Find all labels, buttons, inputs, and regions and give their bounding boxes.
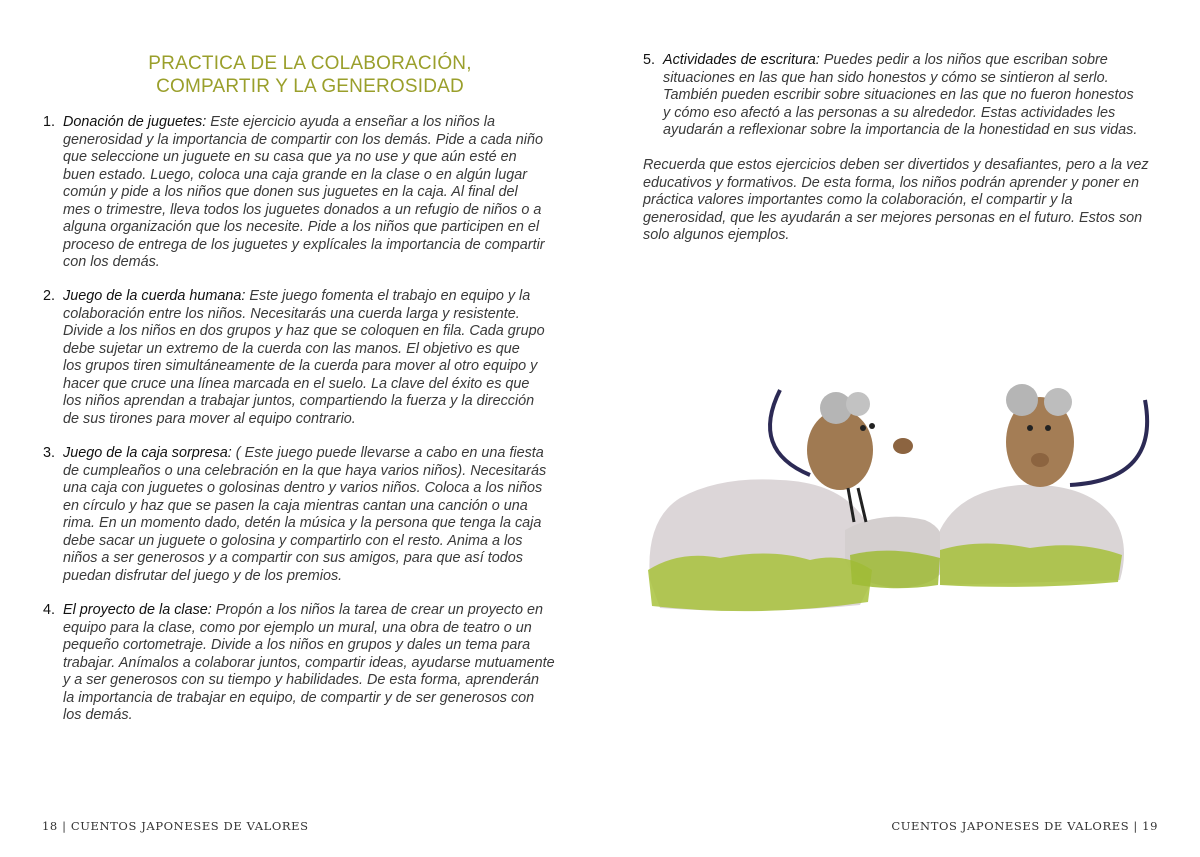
item-text: los grupos tiren simultáneamente de la cuerda para mover al otro equipo y <box>63 358 538 374</box>
item-text: la importancia de trabajar en equipo, de compartir y de ser generosos con <box>63 689 535 706</box>
mouse-right-ear <box>1006 384 1038 416</box>
moss-right <box>940 543 1122 586</box>
page-footer-left: 18 | CUENTOS JAPONESES DE VALORES <box>42 819 309 833</box>
item-text: y cómo eso afectó a las personas a su alrededor. Estas actividades les <box>663 104 1116 121</box>
item-heading: Juego de la cuerda humana: <box>63 288 246 304</box>
item-text: generosidad y la importancia de compartir con los demás. Pide a cada niño <box>63 131 543 148</box>
item-text: los demás. <box>63 707 133 723</box>
item-number: 3. <box>43 445 56 461</box>
tail-left <box>770 390 810 475</box>
item-first-line <box>663 52 1158 70</box>
item-text: de cumpleaños o una celebración en la que haya varios niños). Necesitarás <box>63 462 547 479</box>
item-text: Puedes pedir a los niños que escriban sobre <box>819 52 1108 68</box>
item-text: con los demás. <box>63 254 160 270</box>
item-heading: El proyecto de la clase: <box>63 602 212 618</box>
item-heading: Actividades de escritura: <box>663 52 820 68</box>
item-text: puedan disfrutar del juego y de los premios. <box>63 567 343 584</box>
item-text: común y pide a los niños que donen sus juguetes en la caja. Al final del <box>63 184 518 200</box>
item-heading: Juego de la caja sorpresa: <box>63 445 232 461</box>
page-footer-right: CUENTOS JAPONESES DE VALORES | 19 <box>891 819 1158 833</box>
item-text: buen estado. Luego, coloca una caja grande en la clase o en algún lugar <box>63 166 528 183</box>
item-heading: Donación de juguetes: <box>63 114 207 130</box>
mice-on-rocks-illustration <box>640 380 1160 620</box>
item-text: Este ejercicio ayuda a enseñar a los niños la <box>206 114 496 130</box>
item-text: ayudarán a reflexionar sobre la importancia de la honestidad en sus vidas. <box>663 122 1138 138</box>
mouse-right-snack <box>1031 453 1049 467</box>
item-text: que seleccione un juguete en su casa que ya no use y que aún esté en <box>63 149 517 165</box>
item-text: niños a ser generosos y a compartir con sus amigos, para que así todos <box>63 550 523 566</box>
mouse-right-eye <box>1027 425 1033 431</box>
title-line-1: PRACTICA DE LA COLABORACIÓN, <box>148 53 472 74</box>
item-text: ( Este juego puede llevarse a cabo en una fiesta <box>231 445 544 461</box>
item-text: una caja con juguetes o golosinas dentro y varios niños. Coloca a los niños <box>63 480 543 496</box>
item-number: 5. <box>643 52 656 68</box>
item-text: También pueden escribir sobre situaciones en las que no fueron honestos <box>663 87 1134 103</box>
activity-item-2 <box>43 288 558 428</box>
mouse-left-ear <box>846 392 870 416</box>
item-first-line <box>63 288 558 306</box>
paragraph-line: práctica valores importantes como la colaboración, el compartir y la generosidad, <box>643 192 1073 226</box>
moss-left <box>648 553 872 611</box>
item-first-line <box>63 602 558 620</box>
activity-item-1 <box>43 114 558 272</box>
item-text: debe sacar un juguete o golosina y compartirlo con el resto. Anima a los <box>63 532 523 549</box>
mouse-right-eye <box>1045 425 1051 431</box>
item-text: Este juego fomenta el trabajo en equipo y la <box>245 288 531 304</box>
closing-paragraph <box>643 157 1158 245</box>
item-text: en círculo y haz que se pasen la caja mientras cantan una canción o una <box>63 497 528 514</box>
item-text: colaboración entre los niños. Necesitarás una cuerda larga y resistente. <box>63 305 520 322</box>
item-text: trabajar. Anímalos a colaborar juntos, compartir ideas, ayudarse mutuamente <box>63 654 555 671</box>
item-number: 1. <box>43 114 56 130</box>
item-text: pequeño cortometraje. Divide a los niños en grupos y dales un tema para <box>63 637 531 653</box>
mouse-left-eye <box>869 423 875 429</box>
mouse-right-ear <box>1044 388 1072 416</box>
item-text: proceso de entrega de los juguetes y explícales la importancia de compartir <box>63 236 545 253</box>
item-text: rima. En un momento dado, detén la música y la persona que tenga la caja <box>63 515 542 531</box>
item-text: Divide a los niños en dos grupos y haz que se coloquen en fila. Cada grupo <box>63 323 545 339</box>
activity-item-5 <box>643 52 1158 140</box>
paragraph-line: educativos y formativos. De esta forma, los niños podrán aprender y poner en <box>643 174 1139 191</box>
item-number: 2. <box>43 288 56 304</box>
item-text: alguna organización que los necesite. Pide a los niños que participen en el <box>63 219 540 235</box>
page-title <box>60 52 560 98</box>
item-text: de sus tirones para mover al equipo contrario. <box>63 410 356 427</box>
item-text: Propón a los niños la tarea de crear un proyecto en <box>211 602 543 618</box>
item-number: 4. <box>43 602 56 618</box>
moss-middle <box>850 551 940 589</box>
mouse-left-eye <box>860 425 866 431</box>
item-text: equipo para la clase, como por ejemplo un mural, una obra de teatro o un <box>63 619 532 636</box>
paragraph-line: ejemplos. <box>727 227 790 243</box>
item-text: debe sujetar un extremo de la cuerda con las manos. El objetivo es que <box>63 340 520 357</box>
item-text: situaciones en las que han sido honestos y cómo se sintieron al serlo. <box>663 69 1109 86</box>
activity-item-3 <box>43 445 558 585</box>
paragraph-line: que les ayudarán a ser mejores personas en el futuro. Estos son solo algunos <box>643 209 1143 243</box>
mouse-left-snack <box>893 438 913 454</box>
right-page <box>600 0 1200 857</box>
item-first-line <box>63 114 558 132</box>
activity-item-4 <box>43 602 558 725</box>
item-text: los niños aprendan a trabajar juntos, compartiendo la fuerza y la dirección <box>63 393 535 409</box>
item-first-line <box>63 445 558 463</box>
title-line-2: COMPARTIR Y LA GENEROSIDAD <box>156 76 464 97</box>
item-text: mes o trimestre, lleva todos los juguetes donados a un refugio de niños o a <box>63 201 542 218</box>
paragraph-line: Recuerda que estos ejercicios deben ser divertidos y desafiantes, pero a la vez <box>643 157 1149 173</box>
tail-right <box>1070 400 1147 485</box>
item-text: hacer que cruce una línea marcada en el suelo. La clave del éxito es que <box>63 375 530 392</box>
item-text: y a ser generosos con su tiempo y habilidades. De esta forma, aprenderán <box>63 672 539 688</box>
